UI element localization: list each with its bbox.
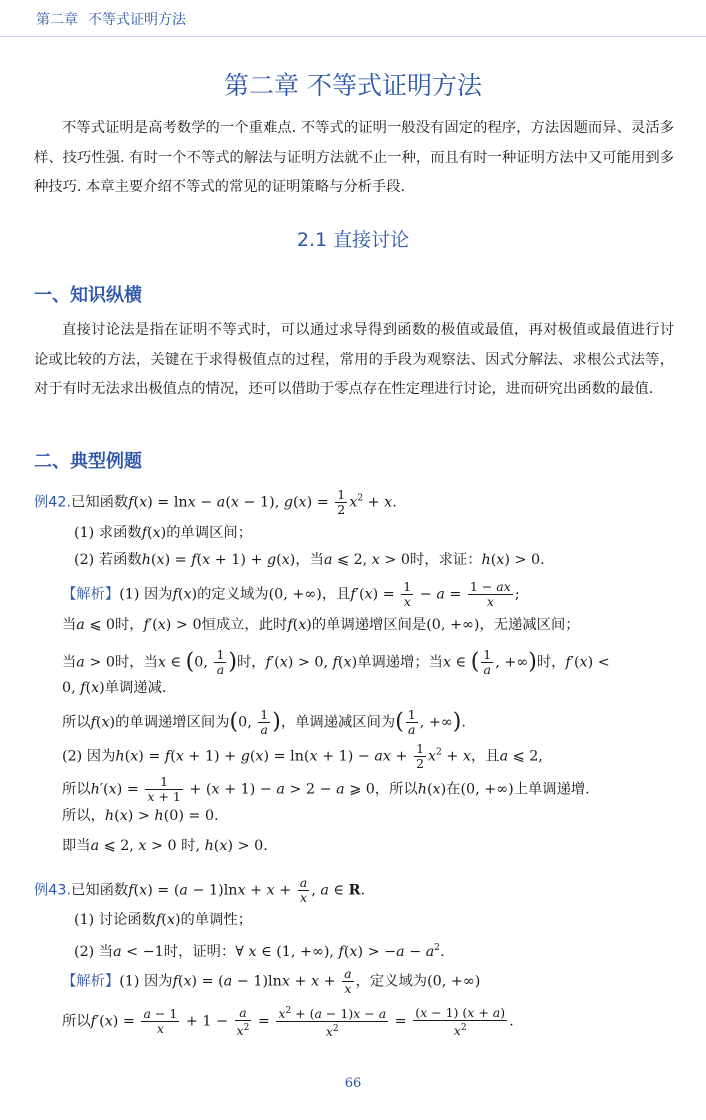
chapter-title: 第二章 不等式证明方法 <box>224 71 482 100</box>
section-heading-knowledge: 一、知识纵横 <box>34 285 142 306</box>
solution-42-line7: 所以h′(x) = $\frac{1}{x + 1}$ + (x + 1) − a > 2 − a ⩾ 0，所以h(x)在(0, +∞)上单调递增. <box>62 774 590 804</box>
example-label: 例42. <box>34 494 72 511</box>
solution-42-line3: 当a > 0时，当x ∈ (0, $\frac{1}{a}$ )时，f′(x) > 0, f(x)单调递增；当x ∈ ( $\frac{1}{a}$ , +∞)时，f′(x) < <box>62 647 610 677</box>
knowledge-paragraph <box>34 316 674 405</box>
header-title: 不等式证明方法 <box>88 12 186 28</box>
example-43-part2: (2) 当a < −1时，证明：∀ x ∈ (1, +∞), $f(x) > -a - a^2$. <box>74 943 445 960</box>
solution-43-line2: 所以f′(x) = $\frac{a - 1}{x}$ + 1 − $\frac{a}{x^2}$ = $\frac{x^2 + (a - 1)x - a}{x^2}$ = $\frac{(x - 1) (x + a)}{x^2}$ . <box>62 1004 514 1040</box>
solution-43-line1: 【解析】(1) 因为f(x) = (a − 1)lnx + x + $\frac{a}{x}$ ，定义域为(0, +∞) <box>62 966 481 996</box>
running-header <box>36 9 186 29</box>
example-42-part1: (1) 求函数f(x)的单调区间； <box>74 525 252 541</box>
solution-42-line2: 当a ⩽ 0时，f′(x) > 0恒成立，此时f(x)的单调递增区间是(0, +∞)，无递减区间； <box>62 617 580 633</box>
solution-42-line1: 【解析】(1) 因为f(x)的定义域为(0, +∞)，且f′(x) = $\frac{1}{x}$ − a = $\frac{1 - ax}{x}$ ; <box>62 579 520 609</box>
solution-42-line4: 0, f(x)单调递减. <box>62 680 167 696</box>
page-header <box>0 0 706 37</box>
intro-text: 不等式证明是高考数学的一个重难点. 不等式的证明一般没有固定的程序，方法因题而异、灵活多样、技巧性强. 有时一个不等式的解法与证明方法就不止一种，而且有时一种证明方法中又可能用到多种技巧. 本章主要介绍不等式的常见的证明策略与分析手段. <box>34 120 674 195</box>
section-heading-examples: 二、典型例题 <box>34 451 142 472</box>
solution-tag: 【解析】 <box>62 973 120 990</box>
solution-42-line9: 即当a ⩽ 2, x > 0 时, h(x) > 0. <box>62 838 268 854</box>
solution-42-line8: 所以，h(x) > h(0) = 0. <box>62 808 219 824</box>
intro-paragraph <box>34 114 674 203</box>
example-43-part1: (1) 讨论函数f(x)的单调性； <box>74 912 252 928</box>
example-label: 例43. <box>34 882 72 899</box>
knowledge-text: 直接讨论法是指在证明不等式时，可以通过求导得到函数的极值或最值，再对极值或最值进行讨论或比较的方法，关键在于求得极值点的过程，常用的手段为观察法、因式分解法、求根公式法等，对于有时无法求出极值点的情况，还可以借助于零点存在性定理进行讨论，进而研究出函数的最值. <box>34 322 674 397</box>
section-title: 2.1 直接讨论 <box>296 229 410 251</box>
page-number: 66 <box>344 1076 362 1091</box>
example-43-statement: 例43.已知函数f(x) = (a − 1)lnx + x + $\frac{a}{x}$ , a ∈ R. <box>34 875 365 905</box>
solution-42-line6: (2) 因为h(x) = f(x + 1) + g(x) = ln(x + 1) − ax + $\frac{1}{2}$ $x^2 + x$，且a ⩽ 2, <box>62 741 543 771</box>
example-42-statement: 例42.已知函数f(x) = lnx − a(x − 1), g(x) = $\frac{1}{2}$ $x^2 + x$. <box>34 487 397 517</box>
solution-tag: 【解析】 <box>62 586 120 603</box>
solution-42-line5: 所以f(x)的单调递增区间为(0, $\frac{1}{a}$ )，单调递减区间为( $\frac{1}{a}$ , +∞). <box>62 707 466 737</box>
example-42-part2: (2) 若函数h(x) = f(x + 1) + g(x)，当a ⩽ 2, x > 0时，求证：h(x) > 0. <box>74 552 545 568</box>
header-chapter: 第二章 <box>36 12 78 28</box>
